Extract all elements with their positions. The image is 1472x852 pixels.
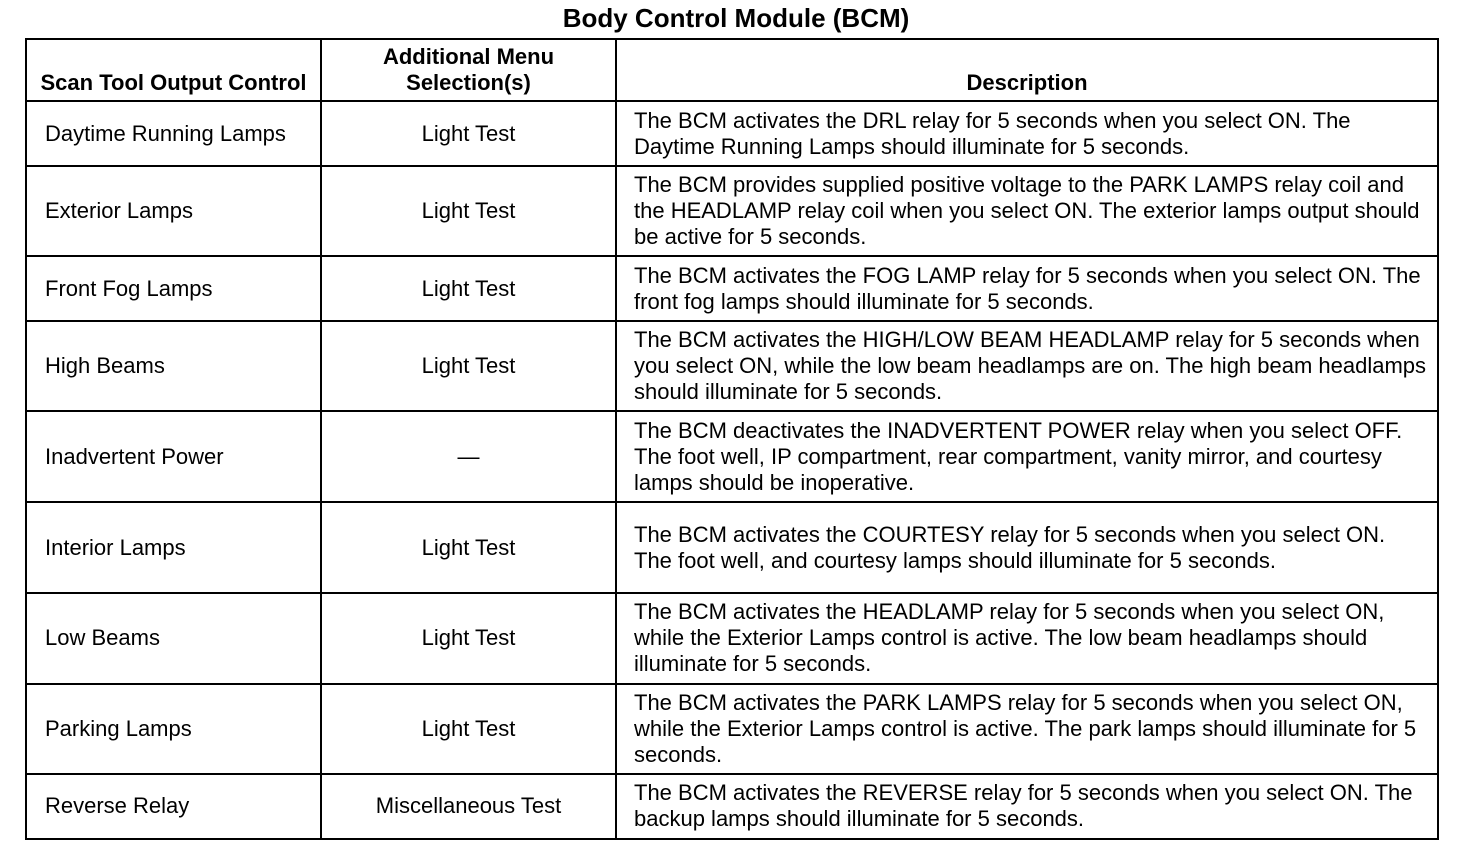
table-row — [26, 593, 1438, 684]
description-cell: The BCM activates the HIGH/LOW BEAM HEADLAMP relay for 5 seconds when you select ON, while the low beam headlamps are on. The high beam headlamps should illuminate for 5 seconds. — [616, 321, 1438, 411]
menu-cell: — — [321, 411, 616, 502]
control-cell: Parking Lamps — [26, 684, 321, 774]
table-row — [26, 774, 1438, 839]
menu-cell: Light Test — [321, 321, 616, 411]
header-control: Scan Tool Output Control — [26, 39, 321, 101]
description-cell: The BCM activates the DRL relay for 5 seconds when you select ON. The Daytime Running Lamps should illuminate for 5 seconds. — [616, 101, 1438, 166]
description-cell: The BCM activates the REVERSE relay for 5 seconds when you select ON. The backup lamps should illuminate for 5 seconds. — [616, 774, 1438, 839]
bcm-output-table — [25, 38, 1439, 840]
description-cell: The BCM provides supplied positive voltage to the PARK LAMPS relay coil and the HEADLAMP relay coil when you select ON. The exterior lamps output should be active for 5 seconds. — [616, 166, 1438, 256]
header-description: Description — [616, 39, 1438, 101]
header-menu: Additional Menu Selection(s) — [321, 39, 616, 101]
menu-cell: Light Test — [321, 101, 616, 166]
description-cell: The BCM deactivates the INADVERTENT POWER relay when you select OFF. The foot well, IP compartment, rear compartment, vanity mirror, and courtesy lamps should be inoperative. — [616, 411, 1438, 502]
description-cell: The BCM activates the FOG LAMP relay for 5 seconds when you select ON. The front fog lamps should illuminate for 5 seconds. — [616, 256, 1438, 321]
control-cell: Reverse Relay — [26, 774, 321, 839]
table-row — [26, 256, 1438, 321]
table-row — [26, 684, 1438, 774]
menu-cell: Light Test — [321, 684, 616, 774]
page-title: Body Control Module (BCM) — [562, 3, 910, 33]
table-row — [26, 101, 1438, 166]
menu-cell: Light Test — [321, 256, 616, 321]
control-cell: Exterior Lamps — [26, 166, 321, 256]
control-cell: Daytime Running Lamps — [26, 101, 321, 166]
table-row — [26, 411, 1438, 502]
control-cell: Interior Lamps — [26, 502, 321, 592]
description-cell: The BCM activates the COURTESY relay for 5 seconds when you select ON. The foot well, and courtesy lamps should illuminate for 5 seconds. — [616, 502, 1438, 592]
table-row — [26, 502, 1438, 592]
table-row — [26, 321, 1438, 411]
control-cell: Front Fog Lamps — [26, 256, 321, 321]
menu-cell: Light Test — [321, 166, 616, 256]
control-cell: Low Beams — [26, 593, 321, 684]
menu-cell: Light Test — [321, 593, 616, 684]
menu-cell: Miscellaneous Test — [321, 774, 616, 839]
control-cell: High Beams — [26, 321, 321, 411]
description-cell: The BCM activates the PARK LAMPS relay for 5 seconds when you select ON, while the Exterior Lamps control is active. The park lamps should illuminate for 5 seconds. — [616, 684, 1438, 774]
menu-cell: Light Test — [321, 502, 616, 592]
description-cell: The BCM activates the HEADLAMP relay for 5 seconds when you select ON, while the Exterior Lamps control is active. The low beam headlamps should illuminate for 5 seconds. — [616, 593, 1438, 684]
control-cell: Inadvertent Power — [26, 411, 321, 502]
table-row — [26, 166, 1438, 256]
table-header-row — [26, 39, 1438, 101]
